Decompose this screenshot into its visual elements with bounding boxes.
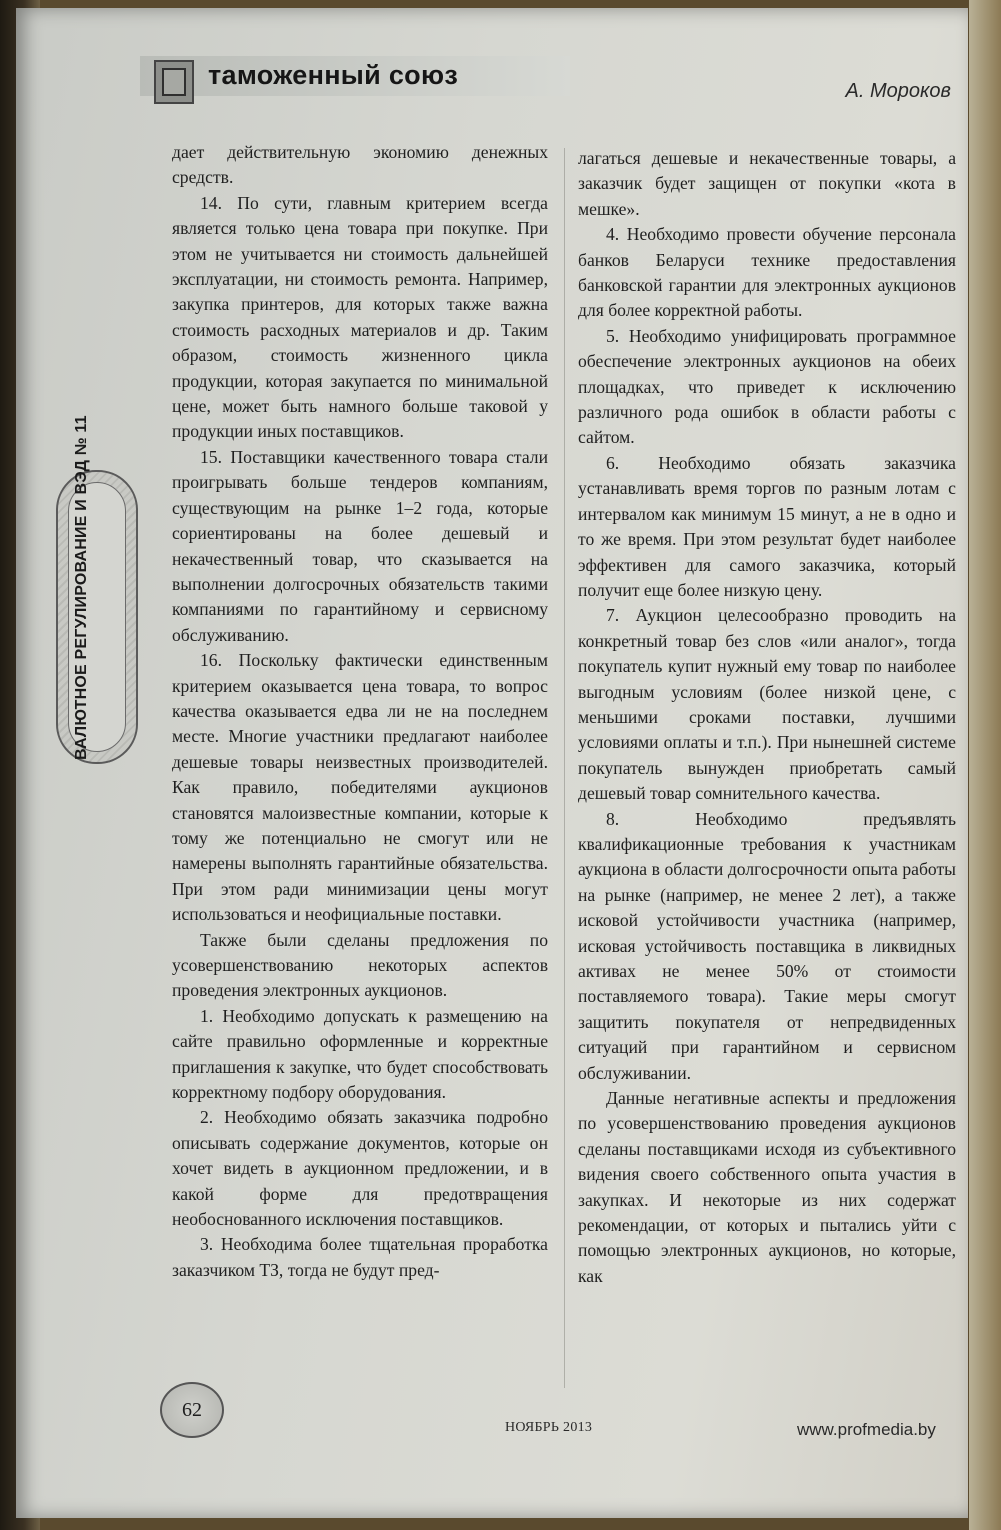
paragraph: 2. Необходимо обязать заказчика подробно описывать содержание документов, которые он хочет видеть в аукционном предложении, и в какой форме для предотвращения необоснованного исключения поставщиков. [172,1107,548,1230]
backdrop-right [969,0,1001,1530]
author-name: А. Мороков [845,80,951,102]
website-url: www.profmedia.by [797,1420,936,1439]
paragraph: лагаться дешевые и некачественные товары, а заказчик будет защищен от покупки «кота в мешке». [578,148,956,219]
section-title: таможенный союз [208,60,459,90]
paragraph: Данные негативные аспекты и предложения по усовершенствованию проведения аукционов сделаны поставщиками исходя из субъективного видения своего собственного опыта участия в закупках. И некоторые из них содержат рекомендации, от которых и пытались уйти с помощью электронных аукционов, но которые, как [578,1088,956,1286]
page-number: 62 [160,1382,224,1438]
side-label: ВАЛЮТНОЕ РЕГУЛИРОВАНИЕ И ВЭД № 11 [73,415,90,760]
paragraph: 3. Необходима более тщательная проработка заказчиком ТЗ, тогда не будут пред- [172,1234,548,1280]
paragraph: 15. Поставщики качественного товара стали проигрывать больше тендеров компаниям, существующим на рынке 1–2 года, которые сориентированы на более дешевый и некачественный товар, что сказывается на выполнении долгосрочных обязательств такими компаниями по гарантийному и сервисному обслуживанию. [172,446,548,645]
paragraph: дает действительную экономию денежных средств. [172,142,548,188]
side-ornament [56,470,138,764]
paragraph: 6. Необходимо обязать заказчика устанавливать время торгов по разным лотам с интервалом как минимум 15 минут, а не в одно и то же время. При этом результат будет наиболее эффективен для самого заказчика, который получит еще более низкую цену. [578,452,956,600]
column-divider [564,148,565,1388]
issue-date: НОЯБРЬ 2013 [505,1420,593,1435]
paragraph: Также были сделаны предложения по усовершенствованию некоторых аспектов проведения электронных аукционов. [172,929,548,1001]
left-column [172,140,548,1283]
right-column [578,146,956,1289]
paragraph: 16. Поскольку фактически единственным критерием оказывается цена товара, то вопрос качества оказывается едва ли не на последнем месте. Многие участники предлагают наиболее дешевые товары неизвестных производителей. Как правило, победителями аукционов становятся малоизвестные компании, которые к тому же потенциально не смогут или не намерены выполнять гарантийные обязательства. При этом ради минимизации цены могут использоваться и неофициальные поставки. [172,650,548,925]
paragraph: 5. Необходимо унифицировать программное обеспечение электронных аукционов на обеих площадках, что приведет к исключению различного рода ошибок в области работы с сайтом. [578,325,956,448]
paragraph: 8. Необходимо предъявлять квалификационные требования к участникам аукциона в области долгосрочности опыта работы на рынке (например, не менее 2 лет), а также исковой устойчивости участника (например, исковая устойчивость поставщика в ликвидных активах не менее 50% от стоимости поставляемого товара). Такие меры смогут защитить покупателя от непредвиденных ситуаций при гарантийном и сервисном обслуживании. [578,808,956,1083]
paragraph: 7. Аукцион целесообразно проводить на конкретный товар без слов «или аналог», тогда покупатель купит нужный ему товар по наиболее выгодным условиям (более низкой цене, с меньшими сроками поставки, лучшими условиями оплаты и т.п.). При нынешней системе покупатель вынужден приобретать самый дешевый товар сомнительного качества. [578,605,956,804]
paragraph: 4. Необходимо провести обучение персонала банков Беларуси технике предоставления банковской гарантии для электронных аукционов для более корректной работы. [578,224,956,321]
paragraph: 1. Необходимо допускать к размещению на сайте правильно оформленные и корректные приглашения к закупке, что будет способствовать корректному подбору оборудования. [172,1005,548,1103]
paragraph: 14. По сути, главным критерием всегда является только цена товара при покупке. При этом не учитывается ни стоимость дальнейшей эксплуатации, ни стоимость ремонта. Например, закупка принтеров, для которых также важна стоимость расходных материалов и др. Таким образом, стоимость жизненного цикла продукции, которая закупается по минимальной цене, может быть намного больше таковой у продукции иных поставщиков. [172,192,548,442]
section-logo-icon [154,60,194,104]
